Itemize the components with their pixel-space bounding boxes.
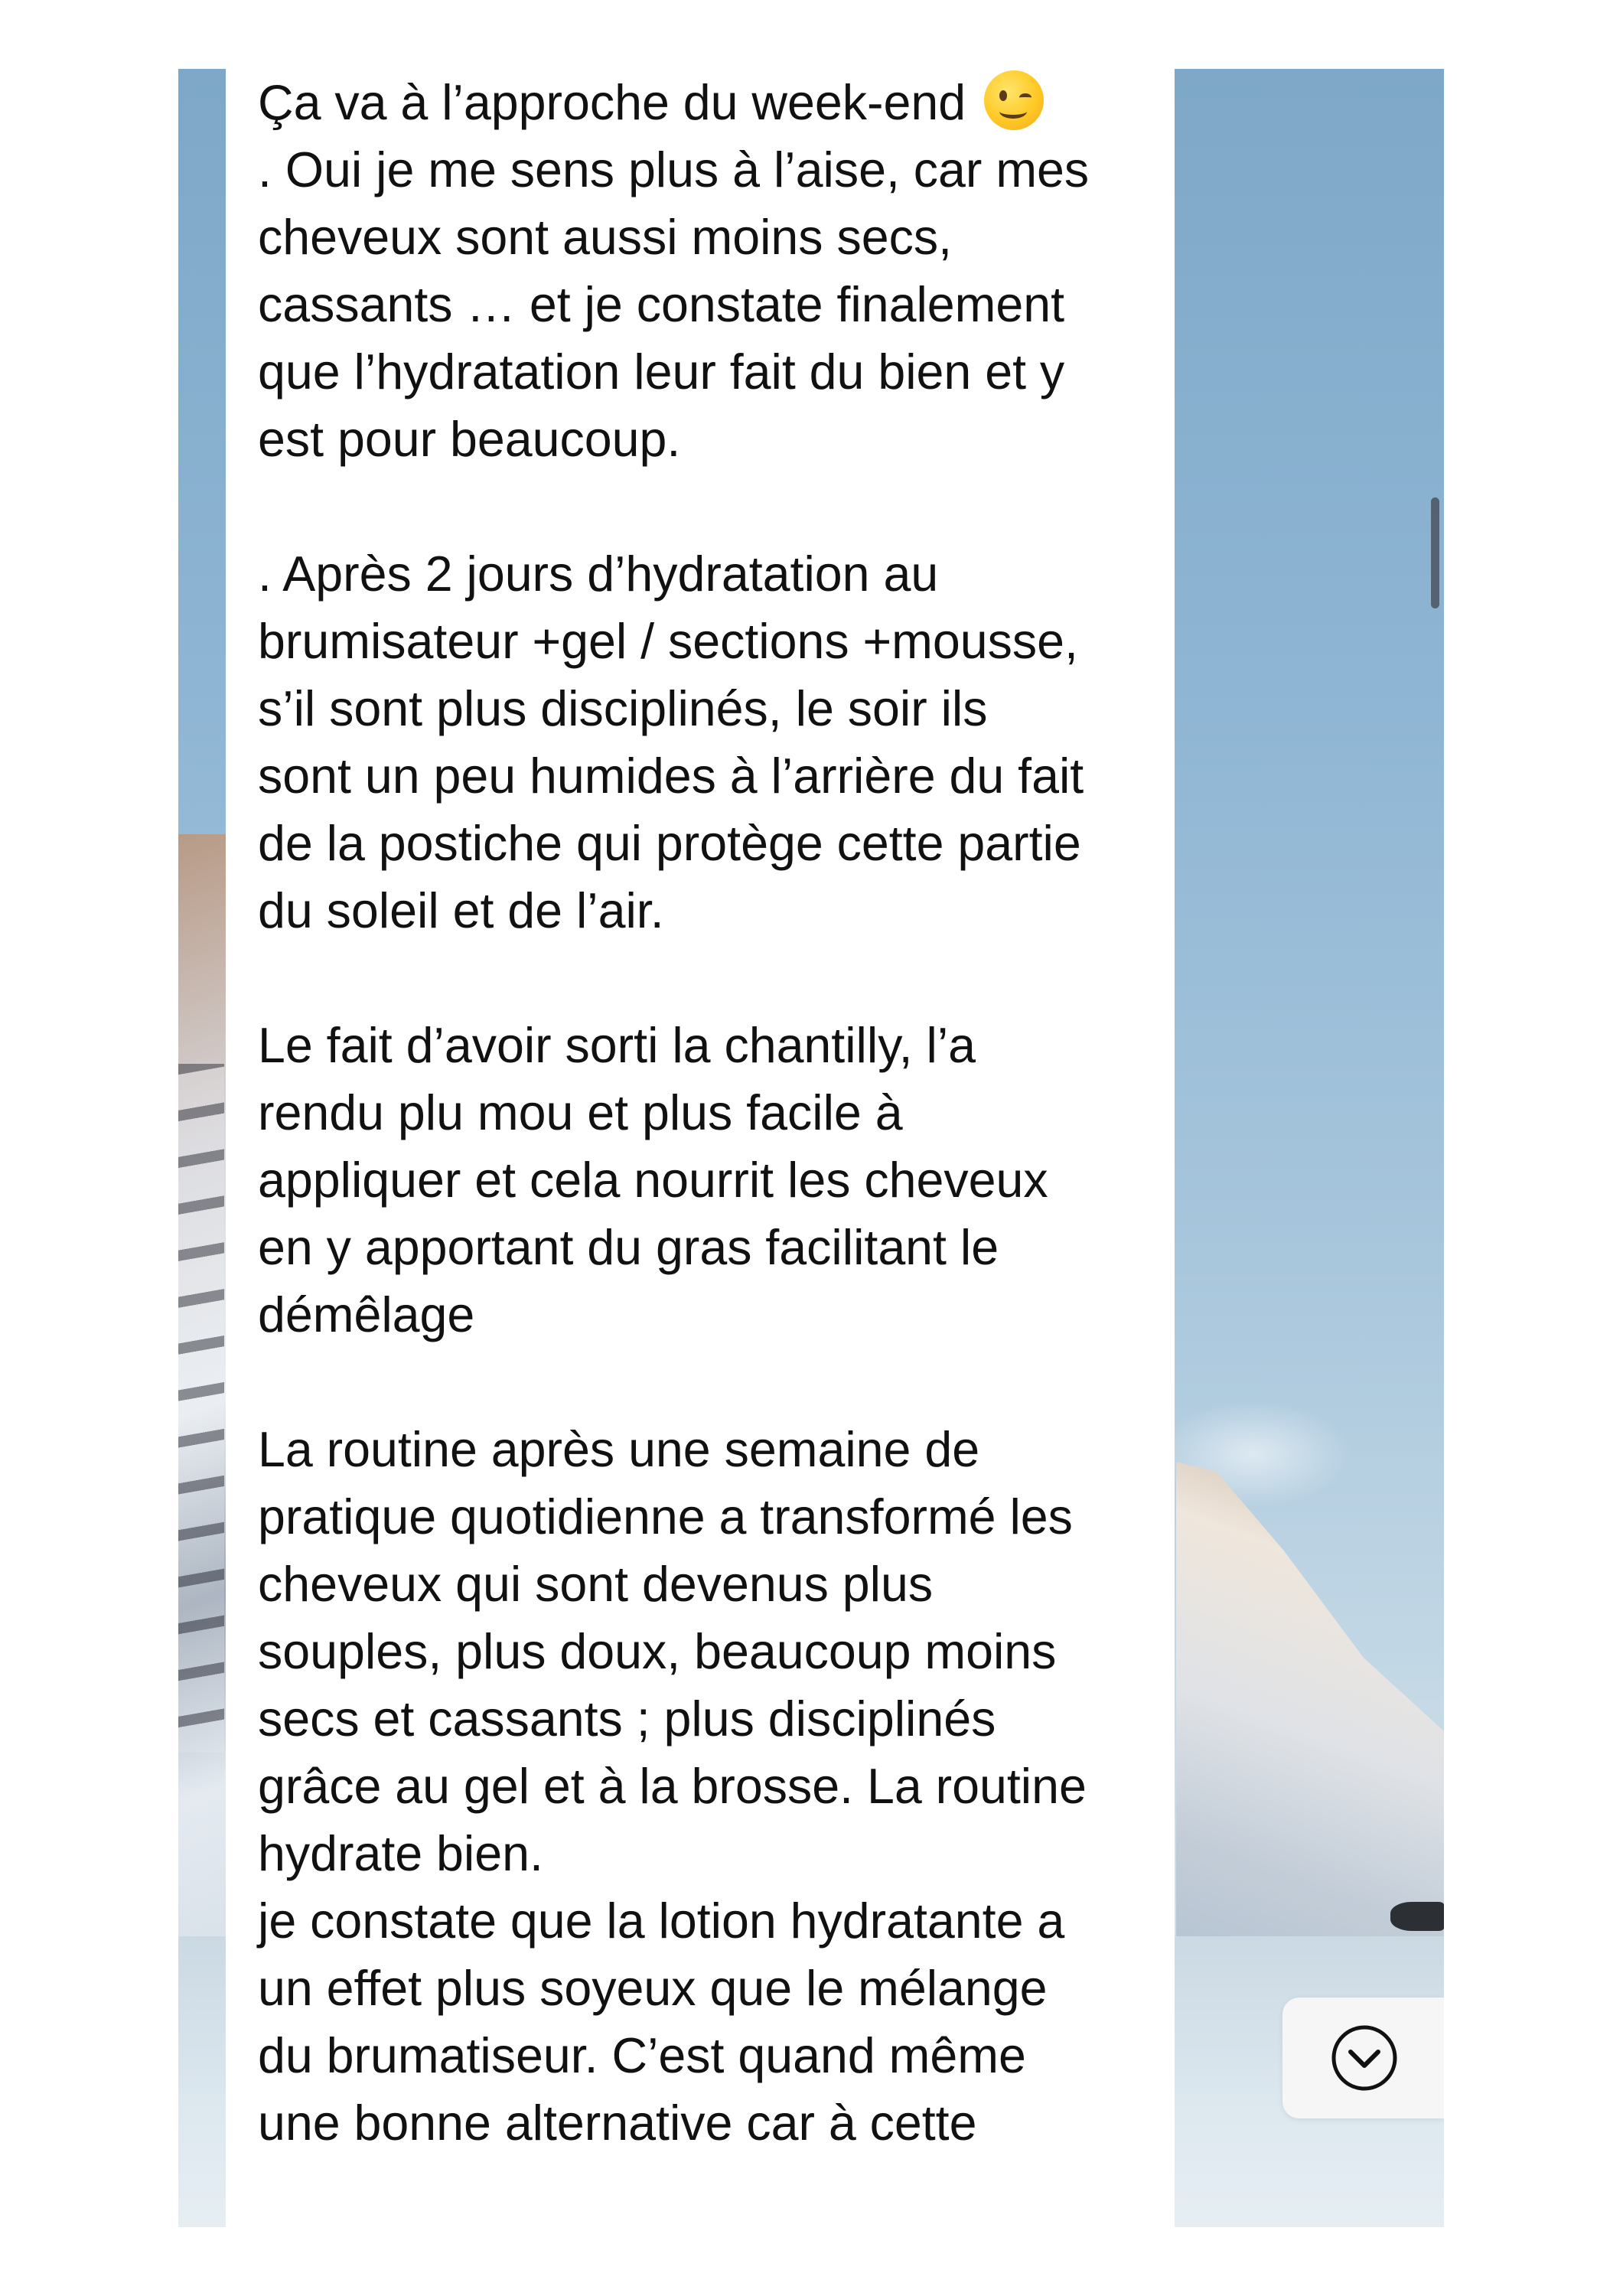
message-body: . Oui je me sens plus à l’aise, car mes cheveux sont aussi moins secs, cassants … et je constate finalement que l’hydratation leur fait du bien et y est pour beaucoup. . Après 2 jours d’hydratation au brumisateur +gel / sections +mousse, s’il sont plus disciplinés, le soir ils sont un peu humides à l’arrière du fait de la postiche qui protège cette partie du soleil et de l’air. Le fait d’avoir sorti la chantilly, l’a rendu plu mou et plus facile à appliquer et cela nourrit les cheveux en y apportant du gras facilitant le démêlage La routine après une semaine de pratique quotidienne a transformé les cheveux qui sont devenus plus souples, plus doux, beaucoup moins secs et cassants ; plus disciplinés grâce au gel et à la brosse. La routine hydrate bien. je constate que la lotion hydratante a un effet plus soyeux que le mélange du brumatiseur. C’est quand même une bonne alternative car à cette: [258, 142, 1090, 2151]
chevron-down-circle-icon: [1330, 2024, 1399, 2092]
wallpaper-rocks-left: [178, 1064, 224, 1753]
message-bubble[interactable]: [226, 69, 1175, 2227]
chat-screen: [178, 69, 1444, 2227]
wallpaper-mountain-right: [1176, 1462, 1444, 1952]
message-greeting-line: Ça va à l’approche du week-end: [258, 75, 966, 130]
winking-face-emoji-icon: [984, 70, 1044, 130]
wallpaper-rock: [1390, 1902, 1444, 1931]
message-text: [258, 69, 1184, 2157]
scroll-indicator[interactable]: [1431, 497, 1439, 608]
scroll-to-bottom-button[interactable]: [1282, 1998, 1444, 2118]
